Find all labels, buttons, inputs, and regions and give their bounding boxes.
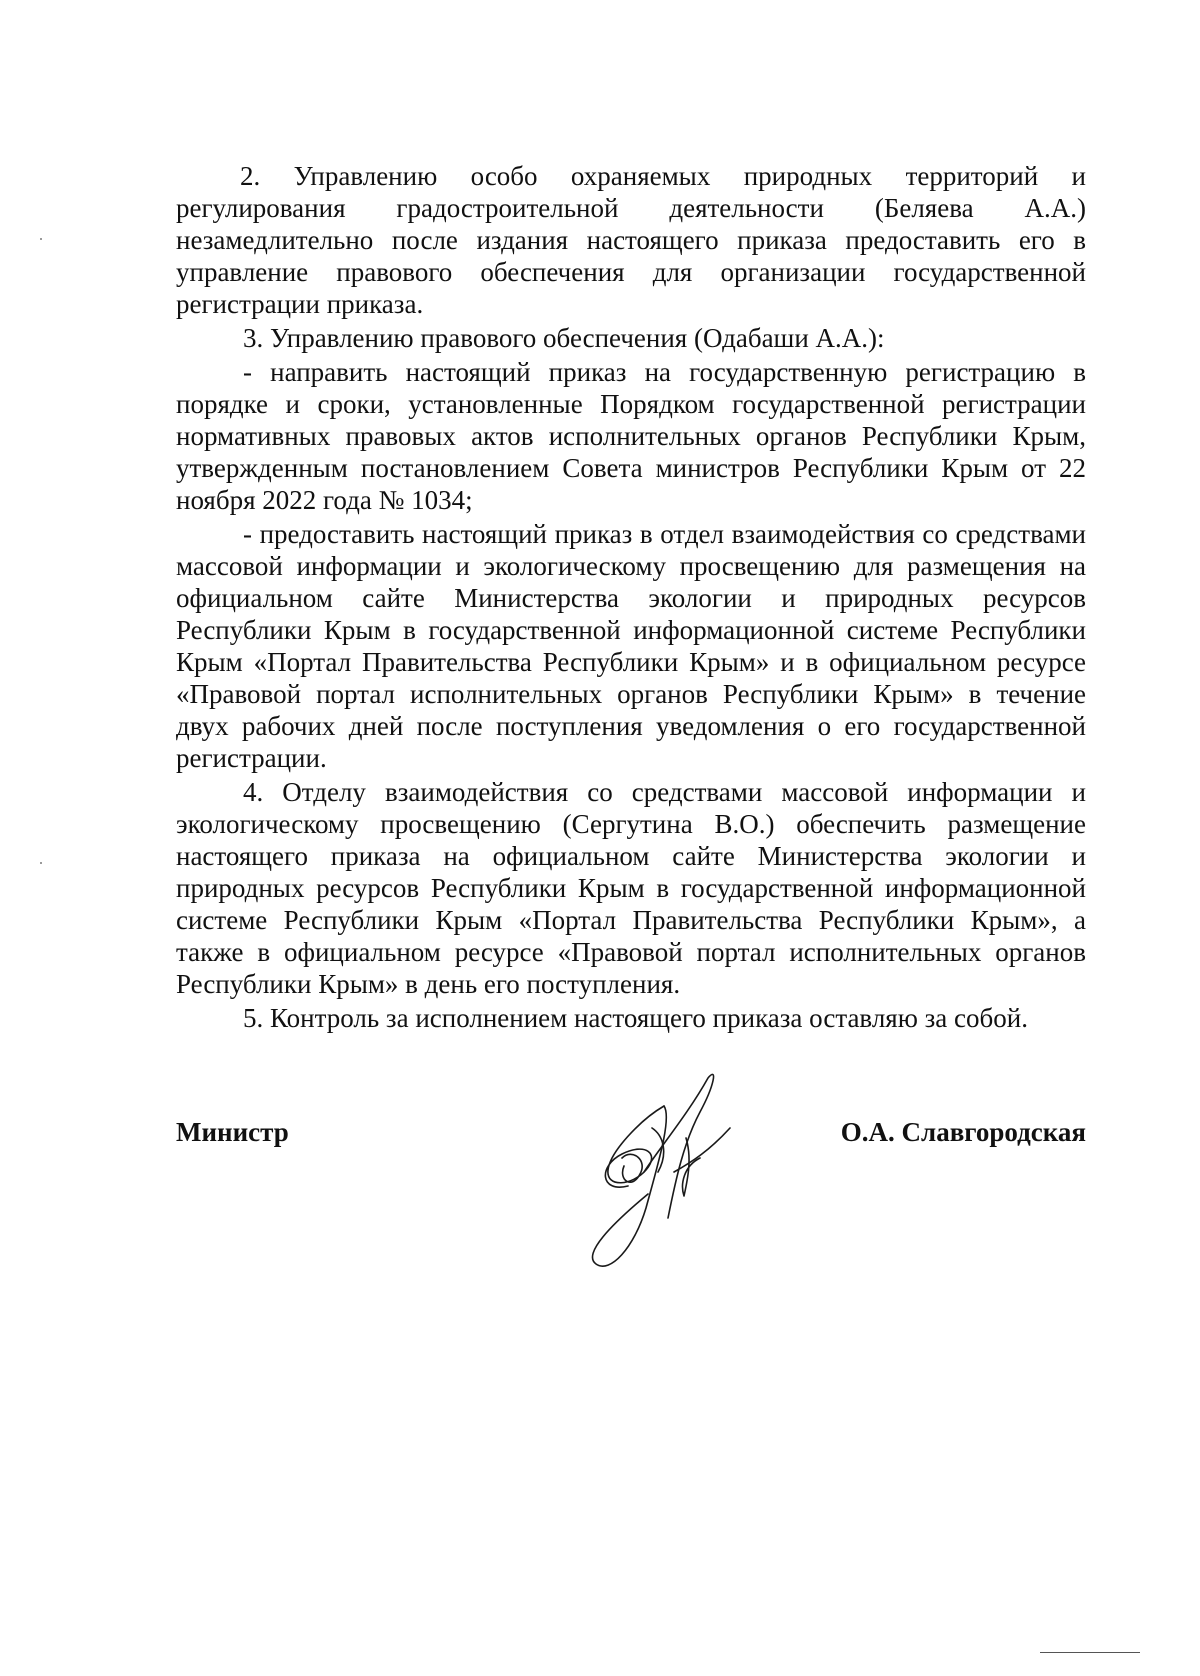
signatory-position: Министр xyxy=(176,1117,289,1147)
signatory-name: О.А. Славгородская xyxy=(840,1117,1086,1147)
paragraph-sub-item-registration: - направить настоящий приказ на государственную регистрацию в порядке и сроки, установленные Порядком государственной регистрации нормативных правовых актов исполнительных органов Республики Крым, утвержденным постановлением Совета министров Республики Крым от 22 ноября 2022 года № 1034; xyxy=(176,357,1086,515)
paragraph-item-4: 4. Отделу взаимодействия со средствами массовой информации и экологическому просвещению (Сергутина В.О.) обеспечить размещение настоящего приказа на официальном сайте Министерства экологии и природных ресурсов Республики Крым в государственной информационной системе Республики Крым «Портал Правительства Республики Крым», а также в официальном ресурсе «Правовой портал исполнительных органов Республики Крым» в день его поступления. xyxy=(176,777,1086,999)
paragraph-item-2: 2. Управлению особо охраняемых природных территорий и регулирования градостроительной деятельности (Беляева А.А.) незамедлительно после издания настоящего приказа предоставить его в управление правового обеспечения для организации государственной регистрации приказа. xyxy=(176,161,1086,319)
paragraph-sub-item-publication: - предоставить настоящий приказ в отдел взаимодействия со средствами массовой информации и экологическому просвещению для размещения на официальном сайте Министерства экологии и природных ресурсов Республики Крым в государственной информационной системе Республики Крым «Портал Правительства Республики Крым» и в официальном ресурсе «Правовой портал исполнительных органов Республики Крым» в течение двух рабочих дней после поступления уведомления о его государственной регистрации. xyxy=(176,519,1086,773)
footer-divider xyxy=(1040,1652,1140,1653)
paragraph-item-5: 5. Контроль за исполнением настоящего приказа оставляю за собой. xyxy=(243,1003,1028,1033)
scan-margin-mark xyxy=(40,238,42,240)
paragraph-item-3: 3. Управлению правового обеспечения (Одабаши А.А.): xyxy=(243,323,885,353)
handwritten-signature-icon xyxy=(588,1068,748,1268)
document-body xyxy=(176,160,1086,1036)
scan-margin-mark xyxy=(40,862,42,864)
